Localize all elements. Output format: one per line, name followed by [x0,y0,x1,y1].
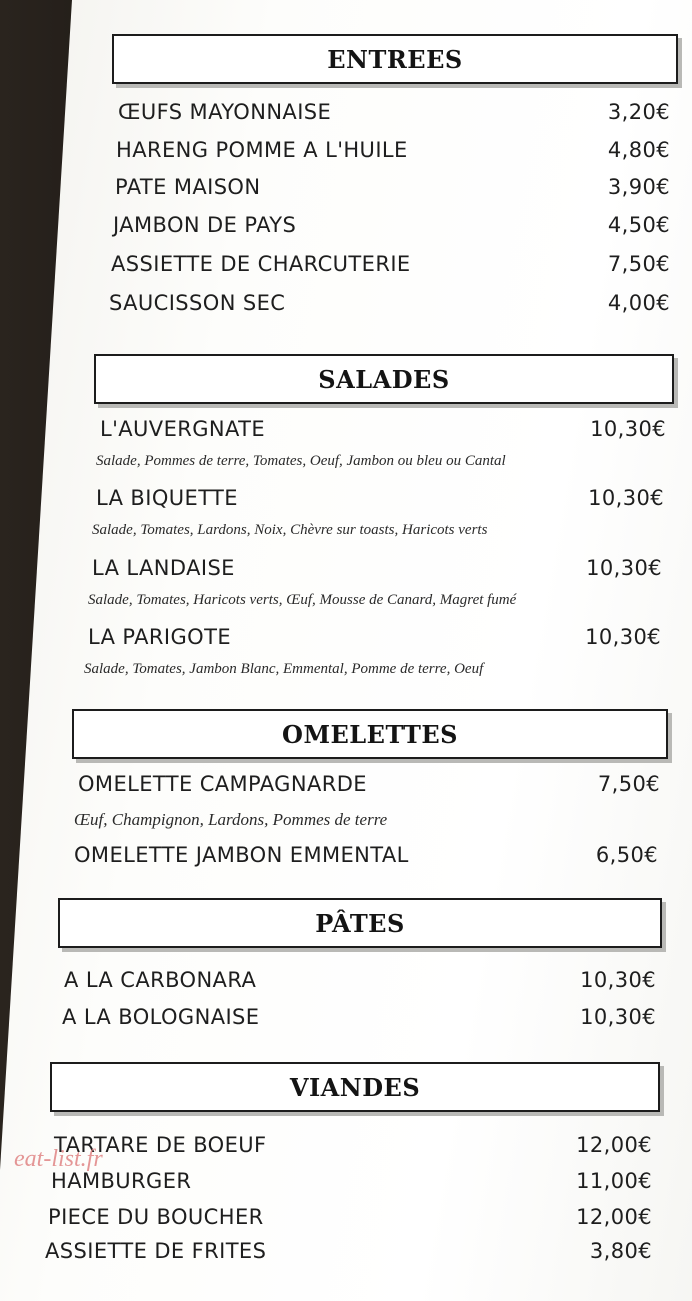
item-description: Salade, Tomates, Haricots verts, Œuf, Mousse de Canard, Magret fumé [88,592,517,608]
menu-item [118,100,670,130]
menu-item [64,968,656,998]
item-price: 3,90€ [607,175,670,199]
item-name: ASSIETTE DE FRITES [45,1239,267,1263]
menu-item [54,1133,652,1163]
menu-item [113,213,670,243]
item-name: A LA CARBONARA [64,968,257,992]
item-price: 4,00€ [607,291,670,315]
item-price: 12,00€ [576,1133,652,1157]
item-name: PIECE DU BOUCHER [48,1205,264,1229]
item-price: 6,50€ [595,843,658,867]
item-price: 10,30€ [588,486,664,510]
item-name: ASSIETTE DE CHARCUTERIE [111,252,411,276]
watermark: eat-list.fr [14,1146,103,1172]
section-header-pates [58,898,662,948]
section-title: SALADES [318,364,450,394]
section-header-viandes [50,1062,660,1112]
section-header-omelettes [72,709,668,759]
menu-item [74,843,658,873]
menu-item [92,556,662,586]
menu-item [51,1169,652,1199]
item-price: 4,50€ [607,213,670,237]
item-name: OMELETTE JAMBON EMMENTAL [74,843,409,867]
item-name: L'AUVERGNATE [100,417,266,441]
item-price: 3,80€ [589,1239,652,1263]
menu-item [111,252,670,282]
menu-item [62,1005,656,1035]
item-name: ŒUFS MAYONNAISE [118,100,332,124]
section-header-salades [94,354,674,404]
item-description: Œuf, Champignon, Lardons, Pommes de terre [74,810,388,829]
item-price: 10,30€ [586,556,662,580]
menu-item [45,1239,652,1269]
section-title: ENTREES [327,44,463,74]
item-name: HAMBURGER [51,1169,192,1193]
item-name: PATE MAISON [115,175,261,199]
menu-item [115,175,670,205]
item-description: Salade, Tomates, Lardons, Noix, Chèvre sur toasts, Haricots verts [92,522,488,538]
item-description: Salade, Pommes de terre, Tomates, Oeuf, Jambon ou bleu ou Cantal [96,453,506,469]
item-price: 10,30€ [590,417,666,441]
item-price: 10,30€ [580,968,656,992]
item-name: LA BIQUETTE [96,486,238,510]
item-name: TARTARE DE BOEUF [54,1133,267,1157]
item-price: 7,50€ [597,772,660,796]
item-name: HARENG POMME A L'HUILE [116,138,408,162]
item-price: 7,50€ [607,252,670,276]
menu-item [78,772,660,802]
item-name: LA LANDAISE [92,556,235,580]
item-description: Salade, Tomates, Jambon Blanc, Emmental, Pomme de terre, Oeuf [84,661,484,677]
section-title: PÂTES [315,908,405,938]
item-price: 3,20€ [607,100,670,124]
section-header-entrees [112,34,678,84]
menu-item [96,486,664,516]
item-price: 11,00€ [576,1169,652,1193]
item-price: 10,30€ [580,1005,656,1029]
menu-item [109,291,670,321]
section-title: VIANDES [289,1072,421,1102]
menu-item [48,1205,652,1235]
menu-item [116,138,670,168]
item-price: 12,00€ [576,1205,652,1229]
item-name: SAUCISSON SEC [109,291,286,315]
item-name: JAMBON DE PAYS [113,213,297,237]
item-price: 4,80€ [607,138,670,162]
item-name: A LA BOLOGNAISE [62,1005,260,1029]
item-name: OMELETTE CAMPAGNARDE [78,772,367,796]
menu-item [100,417,666,447]
item-price: 10,30€ [585,625,661,649]
section-title: OMELETTES [282,719,458,749]
menu-item [88,625,661,655]
item-name: LA PARIGOTE [88,625,231,649]
